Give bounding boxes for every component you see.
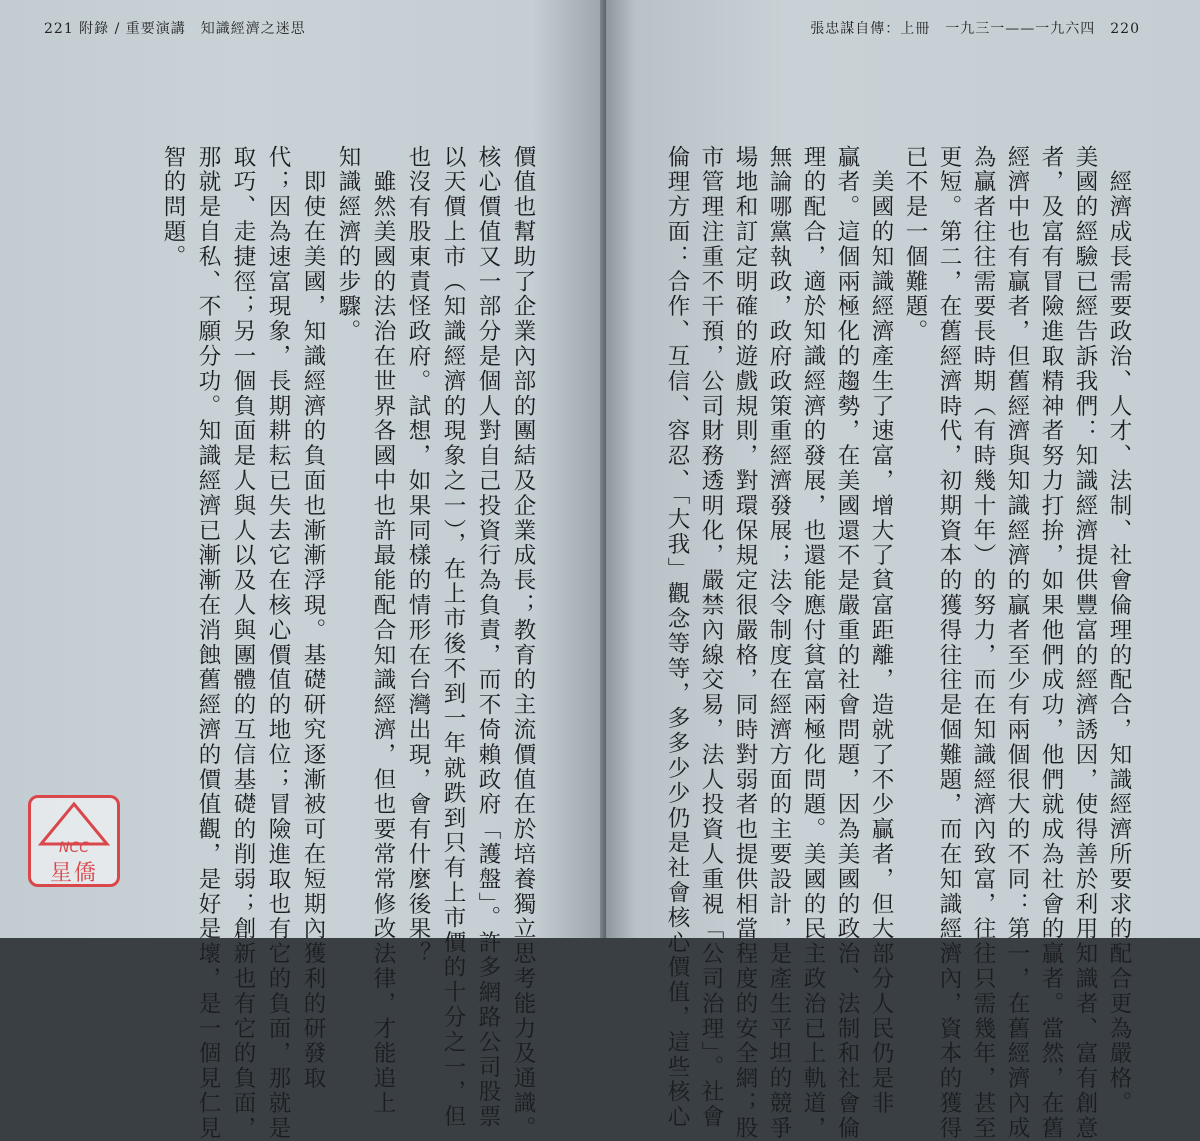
watermark-latin: NCC [58,840,90,856]
left-col-3: 也沒有股東責怪政府。試想，如果同樣的情形在台灣出現，會有什麼後果？ [405,145,431,967]
right-col-5: 更短。第二，在舊經濟時代，初期資本的獲得往往是個難題，而在知識經濟內，資本的獲得 [936,145,962,1141]
right-col-13: 倫理方面：合作、互信、容忍、「大我」觀念等等，多多少少仍是社會核心價值，這些核心 [664,145,690,1130]
left-col-1: 核心價值又一部分是個人對自己投資行為負責，而不倚賴政府「護盤」。許多網路公司股票 [475,145,501,1130]
left-col-7: 代；因為速富現象，長期耕耘已失去它在核心價值的地位；冒險進取也有它的負面，那就是 [265,145,291,1141]
right-col-2: 者，及富有冒險進取精神者努力打拚，如果他們成功，他們就成為社會的贏者。當然，在舊 [1038,145,1064,1141]
left-col-4: 雖然美國的法治在世界各國中也許最能配合知識經濟，但也要常常修改法律，才能追上 [370,145,396,1117]
left-col-2: 以天價上市（知識經濟的現象之一），在上市後不到一年就跌到只有上市價的十分之一，但 [440,145,466,1130]
left-col-9: 那就是自私、不願分功。知識經濟已漸漸在消蝕舊經濟的價值觀，是好是壞，是一個見仁見 [195,145,221,1141]
left-col-5: 知識經濟的步驟。 [335,145,361,345]
left-col-0: 價值也幫助了企業內部的團結及企業成長；教育的主流價值在於培養獨立思考能力及通識。 [510,145,536,1141]
left-col-10: 智的問題。 [160,145,186,270]
watermark-stamp [28,795,120,887]
left-col-8: 取巧、走捷徑；另一個負面是人與人以及人與團體的互信基礎的削弱；創新也有它的負面， [230,145,256,1141]
right-col-6: 已不是一個難題。 [902,145,928,345]
right-col-0: 經濟成長需要政治、人才、法制、社會倫理的配合，知識經濟所要求的配合更為嚴格。 [1106,145,1132,1117]
left-page-header: 221 附錄 / 重要演講 知識經濟之迷思 [44,21,306,37]
right-col-10: 無論哪黨執政，政府政策重經濟發展；法令制度在經濟方面的主要設計，是產生平坦的競爭 [766,145,792,1141]
right-col-11: 場地和訂定明確的遊戲規則，對環保規定很嚴格，同時對弱者也提供相當程度的安全網；股 [732,145,758,1141]
right-col-7: 美國的知識經濟產生了速富，增大了貧富距離，造就了不少贏者，但大部分人民仍是非 [868,145,894,1117]
right-col-8: 贏者。這個兩極化的趨勢，在美國還不是嚴重的社會問題，因為美國的政治、法制和社會倫 [834,145,860,1141]
right-col-4: 為贏者往往需要長時期（有時幾十年）的努力，而在知識經濟內致富，往往只需幾年，甚至 [970,145,996,1141]
left-col-6: 即使在美國，知識經濟的負面也漸漸浮現。基礎研究逐漸被可在短期內獲利的研發取 [300,145,326,1092]
right-page-header: 張忠謀自傳：上冊 一九三一——一九六四 220 [810,21,1140,37]
right-page [606,0,1200,1141]
right-col-12: 市管理注重不干預，公司財務透明化，嚴禁內線交易，法人投資人重視「公司治理」。社會 [698,145,724,1130]
watermark-chinese: 星僑 [49,861,98,886]
right-col-9: 理的配合，適於知識經濟的發展，也還能應付貧富兩極化問題。美國的民主政治已上軌道， [800,145,826,1141]
right-col-1: 美國的經驗已經告訴我們：知識經濟提供豐富的經濟誘因，使得善於利用知識者、富有創意 [1072,145,1098,1141]
right-col-3: 經濟中也有贏者，但舊經濟與知識經濟的贏者至少有兩個很大的不同：第一，在舊經濟內成 [1004,145,1030,1141]
